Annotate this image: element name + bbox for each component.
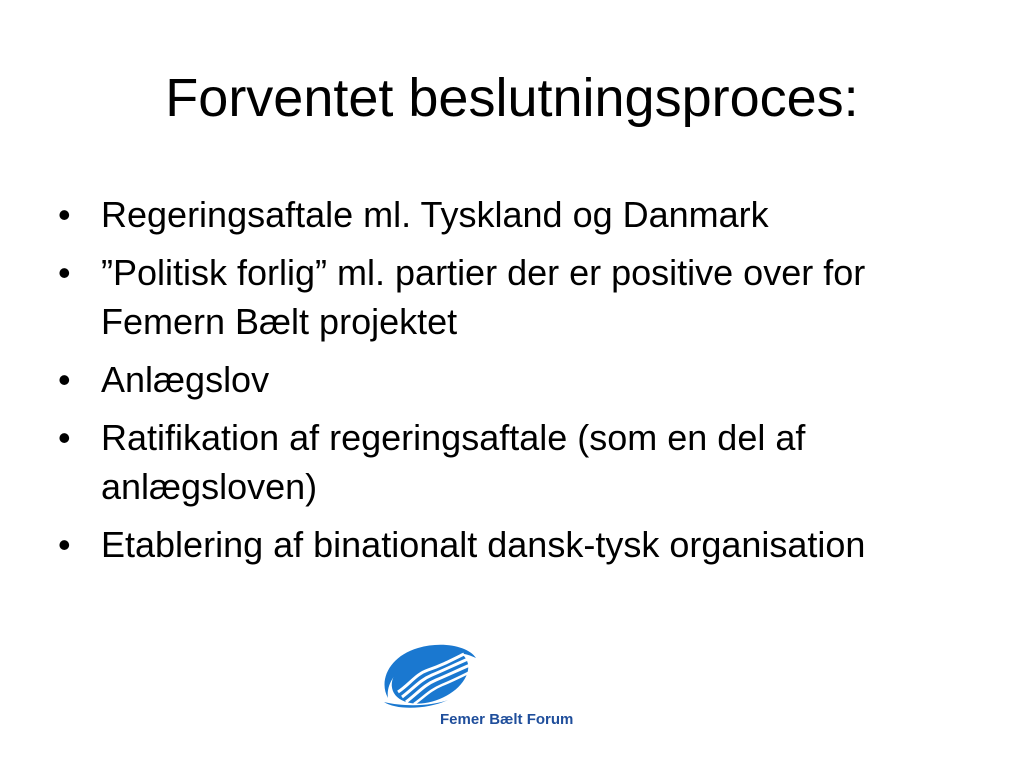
bullet-text: Anlægslov <box>101 359 270 400</box>
bullet-symbol: • <box>58 359 71 400</box>
slide-title: Forventet beslutningsproces: <box>165 68 859 128</box>
bullet-item <box>58 355 978 404</box>
bullet-item <box>58 190 978 239</box>
bullet-text: Ratifikation af regeringsaftale (som en del af anlægsloven) <box>101 417 806 507</box>
femer-baelt-forum-logo <box>372 636 587 736</box>
bullet-item <box>58 413 978 511</box>
bullet-symbol: • <box>58 524 71 565</box>
bullet-list <box>58 190 978 578</box>
femer-baelt-forum-logo-icon <box>376 640 486 712</box>
bullet-text: Regeringsaftale ml. Tyskland og Danmark <box>101 194 769 235</box>
bullet-text: Etablering af binationalt dansk-tysk organisation <box>101 524 866 565</box>
logo-text: Femer Bælt Forum <box>440 711 574 728</box>
bullet-item <box>58 248 978 346</box>
bullet-item <box>58 520 978 569</box>
bullet-symbol: • <box>58 252 71 293</box>
bullet-symbol: • <box>58 417 71 458</box>
bullet-text: ”Politisk forlig” ml. partier der er positive over for Femern Bælt projektet <box>101 252 866 342</box>
bullet-symbol: • <box>58 194 71 235</box>
